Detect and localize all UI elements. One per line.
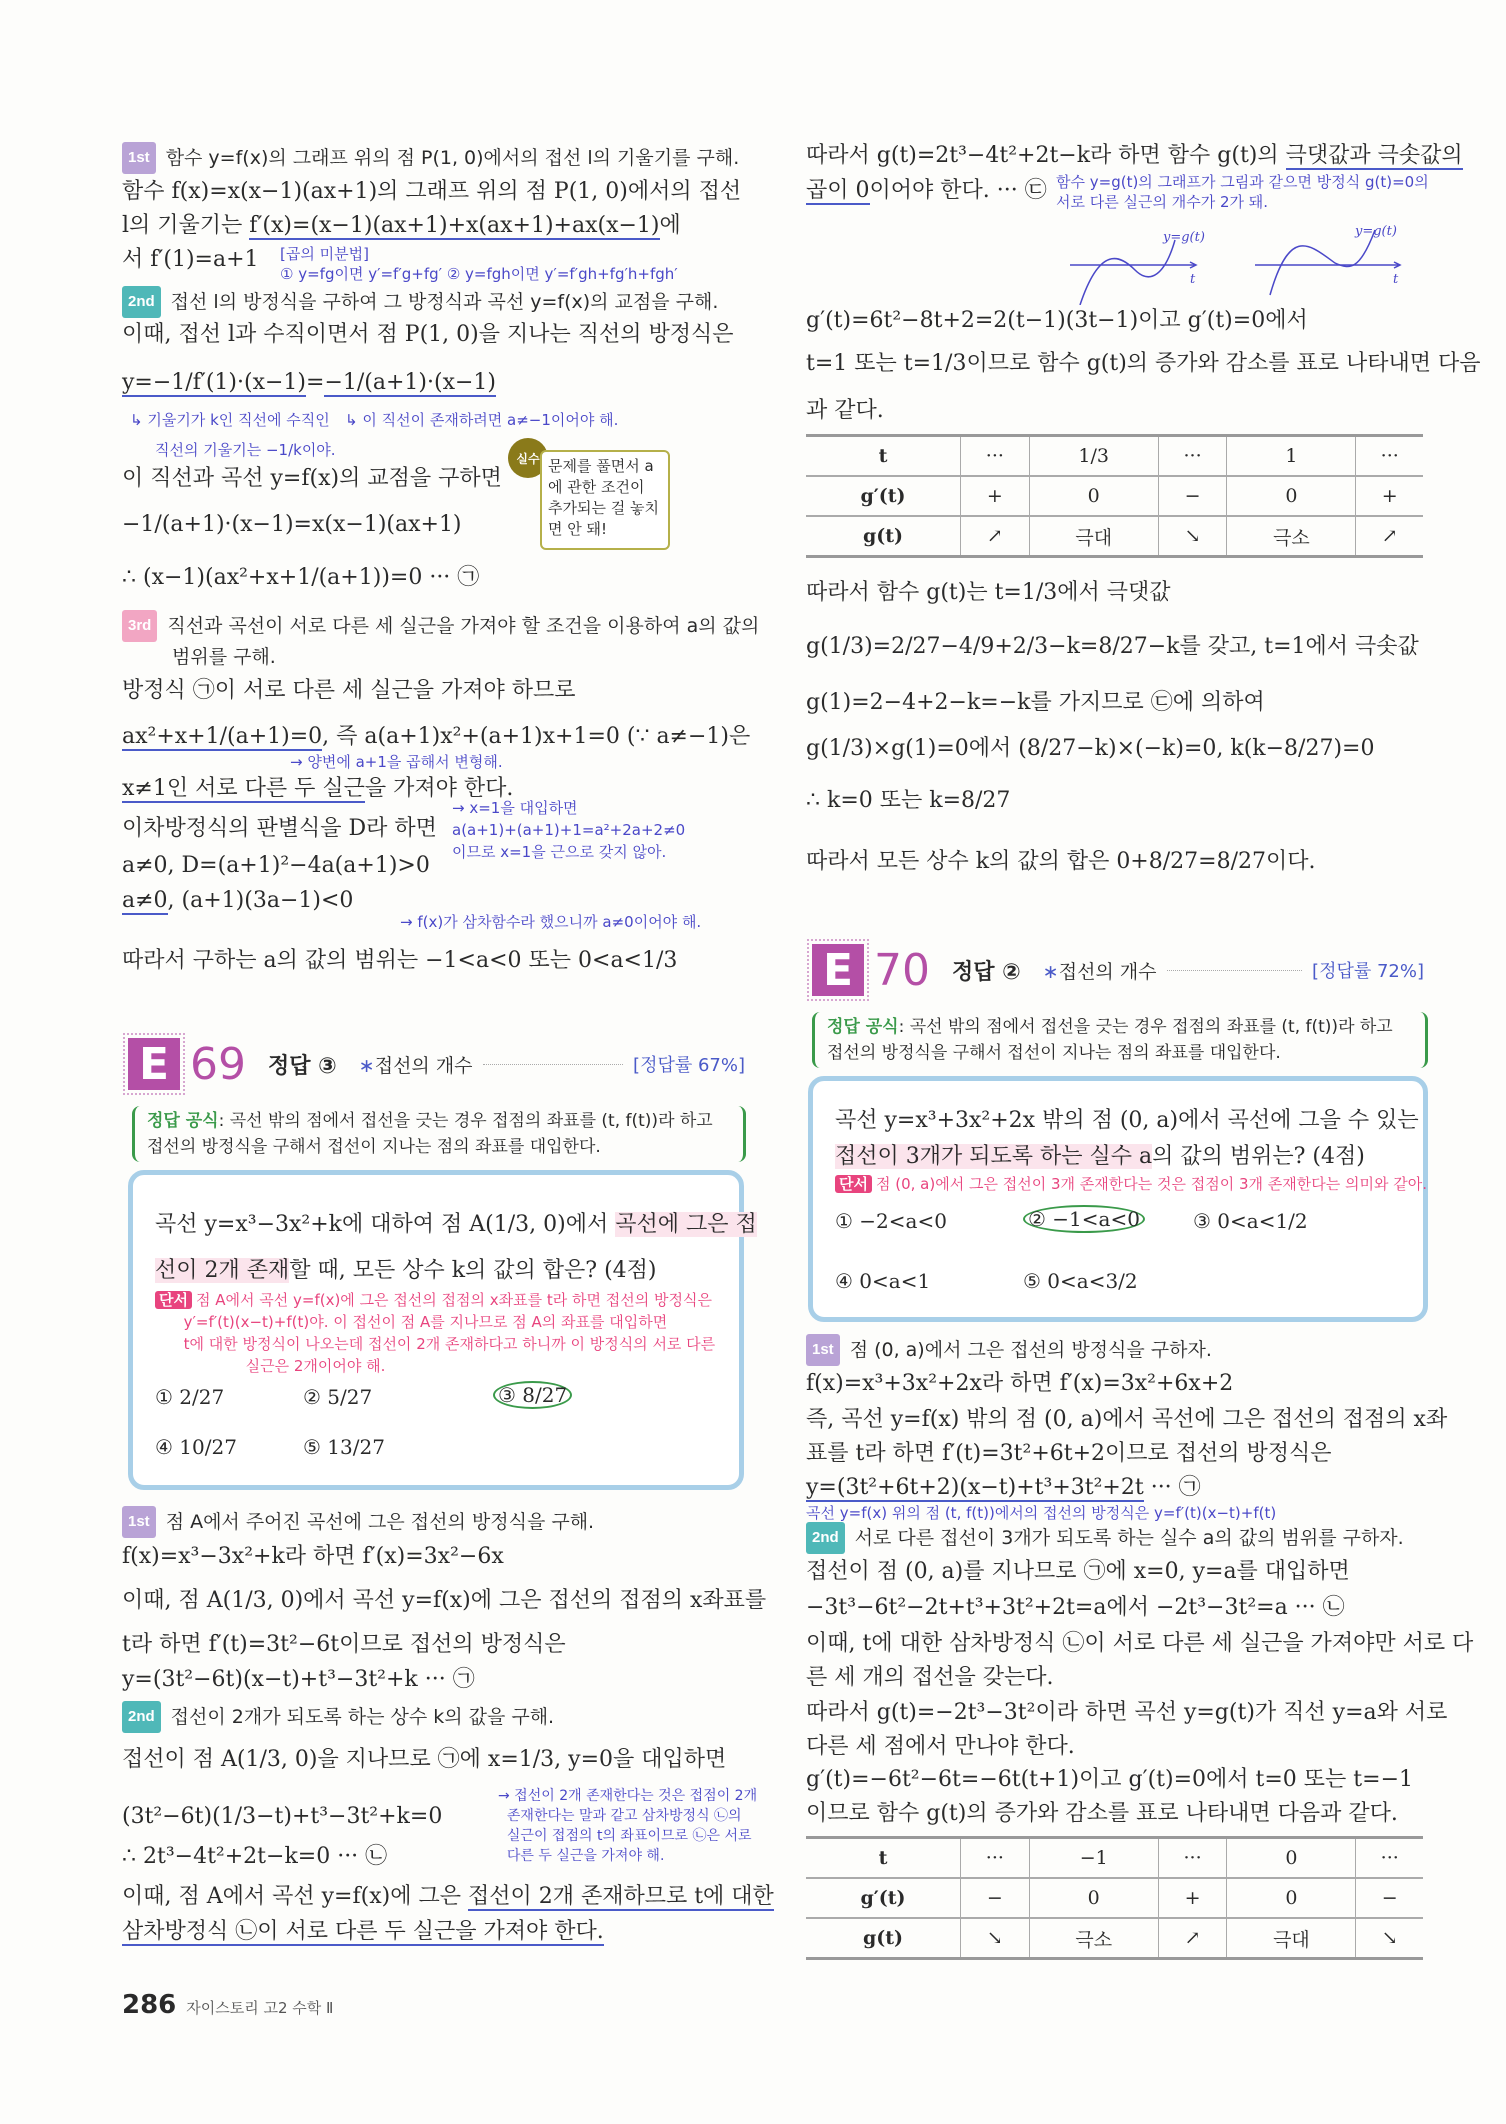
table-cell: −1: [1029, 1838, 1158, 1879]
table-cell: 극소: [1029, 1918, 1158, 1959]
question-line: 곡선 y=x³+3x²+2x 밖의 점 (0, a)에서 곡선에 그을 수 있는: [835, 1108, 1419, 1133]
table-cell: ···: [961, 436, 1030, 477]
text-line: 이때, 접선 l과 수직이면서 점 P(1, 0)을 지나는 직선의 방정식은: [122, 322, 734, 347]
equation: f(x)=x³+3x²+2x라 하면 f′(x)=3x²+6x+2: [806, 1371, 1234, 1396]
step-3rd-cont: 범위를 구해.: [172, 646, 276, 668]
equation: (3t²−6t)(1/3−t)+t³−3t²+k=0: [122, 1804, 443, 1829]
note-cubic: → f(x)가 삼차함수라 했으니까 a≠0이어야 해.: [400, 913, 702, 931]
step-2nd: 2nd 접선 l의 방정식을 구하여 그 방정식과 곡선 y=f(x)의 교점을 구해.: [122, 286, 718, 318]
text-line: 방정식 ㉠이 서로 다른 세 실근을 가져야 하므로: [122, 678, 576, 703]
equation: −1/(a+1)·(x−1)=x(x−1)(ax+1): [122, 512, 462, 537]
equation: a≠0, D=(a+1)²−4a(a+1)>0: [122, 853, 430, 878]
table-cell: ↘: [1356, 1918, 1423, 1959]
note-substitute-eq: a(a+1)+(a+1)+1=a²+2a+2≠0: [452, 821, 686, 839]
note-perpendicular: ↳ 기울기가 k인 직선에 수직인: [130, 411, 330, 429]
variation-table-69: [806, 434, 1423, 558]
table-cell: ↗: [1158, 1918, 1227, 1959]
answer-formula: 정답 공식: 곡선 밖의 점에서 접선을 긋는 경우 접점의 좌표를 (t, f(t))라 하고 접선의 방정식을 구해서 접선이 지나는 점의 좌표를 대입한다.: [812, 1012, 1428, 1068]
text-line: 곱이 0이어야 한다. ··· ㉢: [806, 178, 1047, 203]
text-line: 이 직선과 곡선 y=f(x)의 교점을 구하면: [122, 466, 502, 491]
graph-2: [1255, 230, 1400, 295]
problem-70-header: [812, 940, 1424, 1000]
table-cell: 0: [1227, 476, 1356, 516]
graph-1: [1070, 240, 1196, 305]
equation: y=(3t²−6t)(x−t)+t³−3t²+k ··· ㉠: [122, 1667, 475, 1692]
table-cell: 0: [1029, 476, 1158, 516]
problem-69-header: [128, 1034, 745, 1094]
equation: g′(t)=6t²−8t+2=2(t−1)(3t−1)이고 g′(t)=0에서: [806, 308, 1308, 333]
topic: ∗접선의 개수: [358, 1054, 473, 1077]
step-2nd: 2nd 서로 다른 접선이 3개가 되도록 하는 실수 a의 값의 범위를 구하자.: [806, 1522, 1404, 1554]
text-line: 이때, t에 대한 삼차방정식 ㉡이 서로 다른 세 실근을 가져야만 서로 다: [806, 1631, 1474, 1656]
step-2nd: 2nd 접선이 2개가 되도록 하는 상수 k의 값을 구해.: [122, 1701, 554, 1733]
table-cell: +: [1158, 1878, 1227, 1918]
choice-4[interactable]: ④ 10/27: [155, 1435, 237, 1459]
note-perpendicular-slope: 직선의 기울기는 −1/k이야.: [155, 441, 336, 459]
question-line: 곡선 y=x³−3x²+k에 대하여 점 A(1/3, 0)에서 곡선에 그은 접: [155, 1212, 757, 1237]
mistake-seal-icon: 실수: [508, 438, 548, 478]
text-line: 따라서 g(t)=−2t³−3t²이라 하면 곡선 y=g(t)가 직선 y=a와 서로: [806, 1700, 1448, 1725]
table-cell: 0: [1227, 1838, 1356, 1879]
divider: [483, 1064, 624, 1065]
row-header: g(t): [806, 1918, 961, 1959]
equation: g(1)=2−4+2−k=−k를 가지므로 ㉢에 의하여: [806, 690, 1265, 715]
row-header: g′(t): [806, 476, 961, 516]
step-1st: 1st 함수 y=f(x)의 그래프 위의 점 P(1, 0)에서의 접선 l의 기울기를 구해.: [122, 142, 739, 174]
table-cell: −: [961, 1878, 1030, 1918]
answer-line: 따라서 구하는 a의 값의 범위는 −1<a<0 또는 0<a<1/3: [122, 948, 678, 973]
table-cell: 극소: [1227, 516, 1356, 557]
table-cell: 극대: [1227, 1918, 1356, 1959]
question-line: 선이 2개 존재할 때, 모든 상수 k의 값의 합은? (4점): [155, 1258, 657, 1283]
table-cell: ↘: [1158, 516, 1227, 557]
table-cell: 0: [1029, 1878, 1158, 1918]
correct-rate: [정답률 67%]: [633, 1055, 745, 1076]
note-tangent-formula: 곡선 y=f(x) 위의 점 (t, f(t))에서의 접선의 방정식은 y=f′(t)(x−t)+f(t): [806, 1504, 1277, 1522]
page-number: 286: [122, 1990, 177, 2020]
divider: [1167, 970, 1303, 971]
mistake-callout: 문제를 풀면서 a에 관한 조건이 추가되는 걸 놓치면 안 돼!: [540, 450, 670, 550]
answer-label: 정답 ③: [268, 1053, 337, 1079]
equation: ax²+x+1/(a+1)=0, 즉 a(a+1)x²+(a+1)x+1=0 (∵ a≠−1)은: [122, 724, 751, 749]
table-cell: 1/3: [1029, 436, 1158, 477]
graph-2-label: y=g(t): [1355, 225, 1397, 239]
table-row: [806, 476, 1423, 516]
problem-69-box: [128, 1170, 757, 1490]
note-two-tangents: → 접선이 2개 존재한다는 것은 접점이 2개 존재한다는 말과 같고 삼차방정식 ㉡의 실근이 접점의 t의 좌표이므로 ㉡은 서로 다른 두 실근을 가져야 해.: [498, 1788, 758, 1864]
step-1st: 1st 점 A에서 주어진 곡선에 그은 접선의 방정식을 구해.: [122, 1506, 594, 1538]
equation: ∴ (x−1)(ax²+x+1/(a+1))=0 ··· ㉠: [122, 565, 480, 590]
step-1st: 1st 점 (0, a)에서 그은 접선의 방정식을 구하자.: [806, 1334, 1212, 1366]
text-line: 이때, 점 A에서 곡선 y=f(x)에 그은 접선이 2개 존재하므로 t에 대한: [122, 1884, 774, 1909]
table-cell: 1: [1227, 436, 1356, 477]
text-line: t=1 또는 t=1/3이므로 함수 g(t)의 증가와 감소를 표로 나타내면 다음: [806, 351, 1481, 376]
table-row: [806, 1878, 1423, 1918]
text-line: x≠1인 서로 다른 두 실근을 가져야 한다.: [122, 776, 514, 801]
topic: ∗접선의 개수: [1042, 960, 1157, 983]
text-line: t라 하면 f′(t)=3t²−6t이므로 접선의 방정식은: [122, 1632, 566, 1657]
text-line: 이때, 점 A(1/3, 0)에서 곡선 y=f(x)에 그은 접선의 접점의 x좌표를: [122, 1588, 767, 1613]
equation: ∴ 2t³−4t²+2t−k=0 ··· ㉡: [122, 1844, 388, 1869]
answer-formula: 정답 공식: 곡선 밖의 점에서 접선을 긋는 경우 접점의 좌표를 (t, f(t))라 하고 접선의 방정식을 구해서 접선이 지나는 점의 좌표를 대입한다.: [132, 1106, 746, 1162]
variation-table-70: [806, 1836, 1423, 1960]
row-header: t: [878, 1847, 888, 1869]
equation: ∴ k=0 또는 k=8/27: [806, 788, 1011, 813]
hint: 단서 점 A에서 곡선 y=f(x)에 그은 접선의 접점의 x좌표를 t라 하면 접선의 방정식은 y′=f′(t)(x−t)+f(t)야. 이 접선이 점 A를 지나므로 점 A의 좌표를 대입하면 t에 대한 방정식이 나오는데 접선이 2개 존재하다고 하니까 이 방정식의 서로 다른 실근은 2개이어야 해.: [155, 1289, 715, 1377]
text-line: 따라서 g(t)=2t³−4t²+2t−k라 하면 함수 g(t)의 극댓값과 극솟값의: [806, 143, 1463, 168]
cubic-graphs: [1065, 225, 1410, 305]
table-cell: 0: [1227, 1878, 1356, 1918]
problem-number: 70: [874, 944, 930, 996]
answer-line: 따라서 모든 상수 k의 값의 합은 0+8/27=8/27이다.: [806, 849, 1316, 874]
correct-rate: [정답률 72%]: [1312, 961, 1424, 982]
equation: g(1/3)=2/27−4/9+2/3−k=8/27−k를 갖고, t=1에서 극솟값: [806, 634, 1419, 659]
choice-5[interactable]: ⑤ 0<a<3/2: [1023, 1269, 1138, 1293]
problem-number: 69: [190, 1038, 246, 1090]
answer-label: 정답 ②: [952, 959, 1021, 985]
choice-5[interactable]: ⑤ 13/27: [303, 1435, 385, 1459]
text-line: 접선이 점 A(1/3, 0)을 지나므로 ㉠에 x=1/3, y=0을 대입하면: [122, 1747, 727, 1772]
table-cell: ···: [1356, 1838, 1423, 1879]
text-line: 른 세 개의 접선을 갖는다.: [806, 1665, 1054, 1690]
text-line: 과 같다.: [806, 398, 884, 423]
equation: −3t³−6t²−2t+t³+3t²+2t=a에서 −2t³−3t²=a ··· ㉡: [806, 1595, 1345, 1620]
note-line-exists: ↳ 이 직선이 존재하려면 a≠−1이어야 해.: [345, 411, 619, 429]
hint: 단서 점 (0, a)에서 그은 접선이 3개 존재한다는 것은 접점이 3개 존재한다는 의미와 같아.: [835, 1173, 1427, 1195]
section-letter: E: [128, 1038, 180, 1090]
note-product-rule: ① y=fg이면 y′=f′g+fg′ ② y=fgh이면 y′=f′gh+fg′h+fgh′: [280, 265, 678, 283]
text-line: 함수 f(x)=x(x−1)(ax+1)의 그래프 위의 점 P(1, 0)에서의 접선: [122, 179, 742, 204]
choice-3[interactable]: ③ 0<a<1/2: [1193, 1209, 1308, 1233]
table-cell: −: [1158, 476, 1227, 516]
table-cell: +: [961, 476, 1030, 516]
choice-4[interactable]: ④ 0<a<1: [835, 1269, 931, 1293]
section-letter: E: [812, 944, 864, 996]
text-line: 접선이 점 (0, a)를 지나므로 ㉠에 x=0, y=a를 대입하면: [806, 1559, 1350, 1584]
choice-3-selected[interactable]: ③ 8/27: [493, 1381, 572, 1409]
text-line: 이므로 함수 g(t)의 증가와 감소를 표로 나타내면 다음과 같다.: [806, 1801, 1398, 1826]
graph-1-axis: t: [1190, 272, 1196, 287]
table-cell: ···: [961, 1838, 1030, 1879]
table-cell: ↗: [1356, 516, 1423, 557]
text-line: 다른 세 점에서 만나야 한다.: [806, 1734, 1075, 1759]
note-substitute-result: 이므로 x=1을 근으로 갖지 않아.: [452, 843, 667, 861]
table-cell: 극대: [1029, 516, 1158, 557]
note-graph-cont: 서로 다른 실근의 개수가 2가 돼.: [1056, 193, 1269, 211]
graph-2-axis: t: [1393, 272, 1399, 287]
text-line: f(x)=x³−3x²+k라 하면 f′(x)=3x²−6x: [122, 1544, 504, 1569]
text-line: 이차방정식의 판별식을 D라 하면: [122, 816, 437, 841]
book-title: 자이스토리 고2 수학 Ⅱ: [186, 1999, 334, 2017]
equation: y=−1/f′(1)·(x−1)=−1/(a+1)·(x−1): [122, 370, 497, 395]
text-line: 삼차방정식 ㉡이 서로 다른 두 실근을 가져야 한다.: [122, 1919, 604, 1944]
equation: g′(t)=−6t²−6t=−6t(t+1)이고 g′(t)=0에서 t=0 또는 t=−1: [806, 1767, 1414, 1792]
table-cell: ···: [1356, 436, 1423, 477]
table-cell: ↗: [961, 516, 1030, 557]
question-line: 접선이 3개가 되도록 하는 실수 a의 값의 범위는? (4점): [835, 1144, 1365, 1169]
step-3rd: 3rd 직선과 곡선이 서로 다른 세 실근을 가져야 할 조건을 이용하여 a의 값의: [122, 610, 759, 642]
note-substitute: → x=1을 대입하면: [452, 799, 578, 817]
table-cell: +: [1356, 476, 1423, 516]
choice-2[interactable]: ② 5/27: [303, 1385, 373, 1409]
table-cell: ···: [1158, 436, 1227, 477]
equation: g(1/3)×g(1)=0에서 (8/27−k)×(−k)=0, k(k−8/27)=0: [806, 736, 1375, 761]
row-header: t: [878, 445, 888, 467]
choice-1[interactable]: ① 2/27: [155, 1385, 225, 1409]
choice-1[interactable]: ① −2<a<0: [835, 1209, 947, 1233]
text-line: l의 기울기는 f′(x)=(x−1)(ax+1)+x(ax+1)+ax(x−1)에: [122, 213, 681, 238]
text-line: 표를 t라 하면 f′(t)=3t²+6t+2이므로 접선의 방정식은: [806, 1441, 1332, 1466]
page-footer: [122, 1990, 333, 2020]
equation: y=(3t²+6t+2)(x−t)+t³+3t²+2t ··· ㉠: [806, 1475, 1201, 1500]
note-product-rule-title: [곱의 미분법]: [280, 245, 369, 263]
text-line: 따라서 함수 g(t)는 t=1/3에서 극댓값: [806, 580, 1171, 605]
table-row: [806, 436, 1423, 477]
graph-1-label: y=g(t): [1163, 230, 1205, 245]
text-line: 서 f′(1)=a+1: [122, 247, 259, 272]
choice-2-selected[interactable]: ② −1<a<0: [1023, 1205, 1145, 1233]
table-row: [806, 1838, 1423, 1879]
row-header: g(t): [806, 516, 961, 557]
note-multiply: → 양변에 a+1을 곱해서 변형해.: [290, 753, 503, 771]
table-cell: ···: [1158, 1838, 1227, 1879]
table-cell: ↘: [961, 1918, 1030, 1959]
row-header: g′(t): [806, 1878, 961, 1918]
problem-70-box: [808, 1076, 1428, 1322]
table-cell: −: [1356, 1878, 1423, 1918]
text-line: 즉, 곡선 y=f(x) 밖의 점 (0, a)에서 곡선에 그은 접선의 접점의 x좌: [806, 1407, 1448, 1432]
table-row: [806, 516, 1423, 557]
note-graph: 함수 y=g(t)의 그래프가 그림과 같으면 방정식 g(t)=0의: [1056, 173, 1429, 191]
equation: a≠0, (a+1)(3a−1)<0: [122, 888, 354, 913]
table-row: [806, 1918, 1423, 1959]
